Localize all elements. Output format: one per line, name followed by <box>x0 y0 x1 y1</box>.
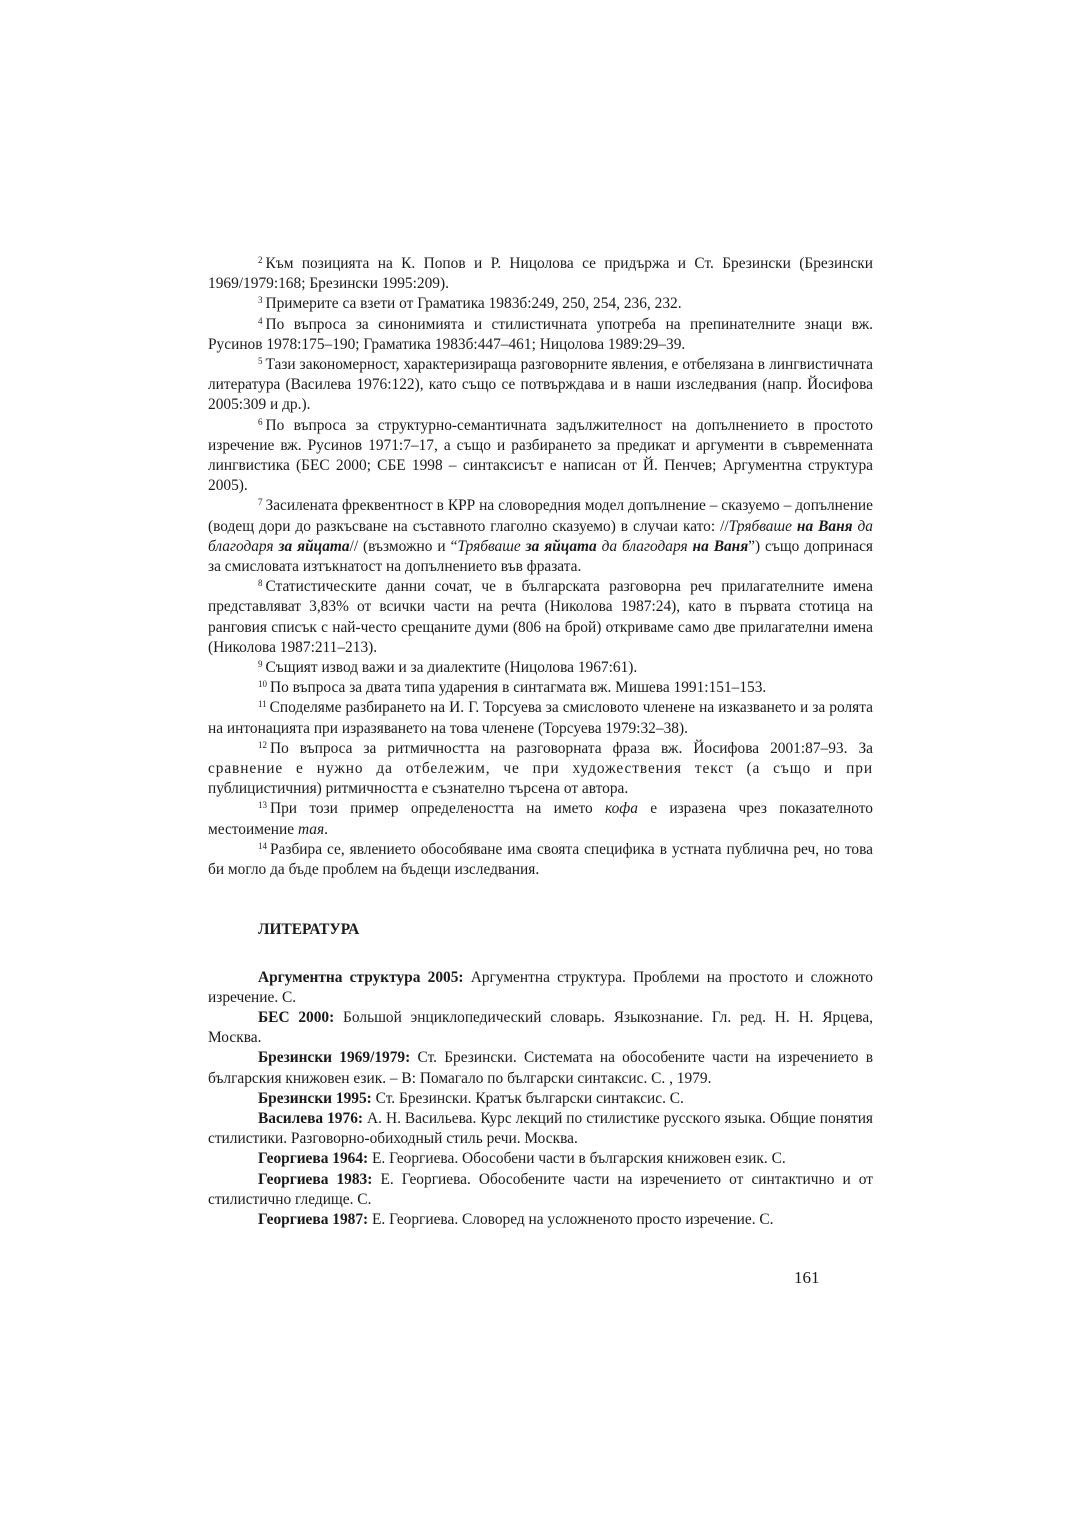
literature-entry <box>208 1210 873 1230</box>
footnote-11 <box>208 698 873 738</box>
reference-text: Ст. Брезински. Кратък български синтаксис. С. <box>371 1089 684 1107</box>
page-number: 161 <box>794 1268 820 1287</box>
reference-key: Георгиева 1964: <box>258 1150 369 1168</box>
footnote-text: Същият извод важи и за диалектите (Ницолова 1967:61). <box>265 659 638 677</box>
footnote-text: По въпроса за структурно-семантичната задължителност на допълнението в простото изречение вж. Русинов 1971:7–17, а също и разбирането за предикат и аргументи в съвременната лингвистика (БЕС 2000; СБЕ 1998 – синтаксисът е написан от Й. Пенчев; Аргументна структура 2005). <box>208 416 873 495</box>
footnote-number: 11 <box>258 699 267 710</box>
example-italic: Трябваше <box>457 537 526 555</box>
footnote-text: е изразена чрез показателното местоимение <box>208 800 873 838</box>
reference-key: БЕС 2000: <box>258 1008 335 1026</box>
footnote-number: 8 <box>258 578 263 589</box>
reference-key: Георгиева 1987: <box>258 1210 369 1228</box>
reference-key: Георгиева 1983: <box>258 1170 373 1188</box>
literature-entry <box>208 1008 873 1048</box>
footnote-text: По въпроса за ритмичността на разговорната фраза вж. Йосифова 2001:87–93. За <box>270 739 873 757</box>
footnote-number: 13 <box>258 800 267 811</box>
footnote-number: 4 <box>258 315 263 326</box>
example-bold-italic: на Ваня <box>796 517 853 535</box>
footnote-text: Тази закономерност, характеризираща разговорните явления, е отбелязана в лингвистичната литература (Василева 1976:122), като също се потвърждава и в наши изследвания (напр. Йосифова 2005:309 и др.). <box>208 356 873 414</box>
reference-text: Е. Георгиева. Обособени части в българския книжовен език. С. <box>368 1150 786 1168</box>
footnote-text: Към позицията на К. Попов и Р. Ницолова се придържа и Ст. Брезински (Брезински 1969/1979:168; Брезински 1995:209). <box>208 255 873 293</box>
footnote-7 <box>208 496 873 577</box>
footnote-9 <box>208 658 873 678</box>
footnote-number: 10 <box>258 679 267 690</box>
footnote-number: 3 <box>258 295 263 306</box>
footnote-14 <box>208 840 873 880</box>
reference-key: Аргументна структура 2005: <box>258 968 464 986</box>
reference-text: Ст. Брезински. Системата на обособените части на изречението в българския книжовен език. – В: Помагало по български синтаксис. С. , 1979. <box>208 1049 873 1087</box>
reference-text: Е. Георгиева. Обособените части на изречението от синтактично и от стилистично гледище. С. <box>208 1170 873 1208</box>
footnote-text: При този пример определеността на името <box>270 800 605 818</box>
example-italic: Трябваше <box>728 517 797 535</box>
footnote-4 <box>208 315 873 355</box>
footnote-text: Примерите са взети от Граматика 1983б:249, 250, 254, 236, 232. <box>265 295 682 313</box>
footnote-number: 7 <box>258 497 263 508</box>
footnote-number: 2 <box>258 255 263 265</box>
footnote-text: По въпроса за двата типа ударения в синтагмата вж. Мишева 1991:151–153. <box>270 679 767 697</box>
footnote-number: 9 <box>258 659 263 670</box>
reference-key: Василева 1976: <box>258 1109 364 1127</box>
footnote-6 <box>208 416 873 497</box>
footnote-text: Споделяме разбирането на И. Г. Торсуева за смисловото членене на изказването и за ролята на интонацията при изразяването на това членене (Торсуева 1979:32–38). <box>208 699 873 737</box>
footnote-number: 12 <box>258 739 267 750</box>
footnote-text: ”) също допринася за смисловата изтъкнатост на допълнението във фразата. <box>208 537 873 576</box>
footnote-text: Разбира се, явлението обособяване има своята специфика в устната публична реч, но това би могло да бъде проблем на бъдещи изследвания. <box>208 840 873 879</box>
example-italic: да благодаря <box>596 537 693 555</box>
example-italic: тая <box>297 820 325 838</box>
literature-entry <box>208 968 873 1008</box>
footnote-number: 6 <box>258 416 263 427</box>
literature-entry <box>208 1048 873 1088</box>
footnote-number: 14 <box>258 840 267 851</box>
footnote-text: // (възможно и “ <box>349 537 458 555</box>
footnote-text: По въпроса за синонимията и стилистичната употреба на препинателните знаци вж. Русинов 1978:175–190; Граматика 1983б:447–461; Ницолова 1989:29–39. <box>208 315 873 353</box>
literature-entry <box>208 1170 873 1210</box>
footnotes <box>208 254 873 880</box>
reference-text: Аргументна структура. Проблеми на простото и сложното изречение. С. <box>208 968 873 1006</box>
example-bold-italic: за яйцата <box>278 537 350 555</box>
footnote-5 <box>208 355 873 416</box>
footnote-text: Засилената фреквентност в КРР на словоредния модел допълнение – сказуемо – допълнение (водещ дори до разкъсване на съставното глаголно сказуемо) в случаи като: // <box>208 497 873 535</box>
footnote-number: 5 <box>258 356 263 367</box>
footnote-12 <box>208 739 873 800</box>
footnote-text: . <box>324 820 328 838</box>
reference-text: А. Н. Васильева. Курс лекций по стилистике русского языка. Общие понятия стилистики. Разговорно-обиходный стиль речи. Москва. <box>208 1109 874 1148</box>
reference-key: Брезински 1969/1979: <box>258 1049 411 1067</box>
footnote-2 <box>208 254 873 294</box>
footnote-text: Статистическите данни сочат, че в българската разговорна реч прилагателните имена представляват 3,83% от всички части на речта (Николова 1987:24), като в първата стотица на ранговия списък с най-често срещаните думи (806 на брой) откриваме само две прилагателни имена (Николова 1987:211–213). <box>208 578 873 656</box>
footnote-10 <box>208 678 873 698</box>
example-italic: да благодаря <box>208 517 873 555</box>
literature-list <box>208 968 873 1231</box>
literature-entry <box>208 1089 873 1109</box>
reference-text: Е. Георгиева. Словоред на усложненото просто изречение. С. <box>368 1210 774 1228</box>
footnote-text: сравнение е нужно да отбележим, че при художествения текст (а също и при <box>208 760 873 778</box>
example-italic: кофа <box>604 800 638 818</box>
footnote-text: публицистичния) ритмичността е съзнателно търсена от автора. <box>208 780 629 798</box>
footnote-3 <box>208 294 873 314</box>
literature-entry <box>208 1149 873 1169</box>
reference-text: Большой энциклопедический словарь. Языкознание. Гл. ред. Н. Н. Ярцева, Москва. <box>208 1008 874 1047</box>
footnote-8 <box>208 577 873 658</box>
literature-heading: ЛИТЕРАТУРА <box>258 921 360 939</box>
footnote-13 <box>208 799 873 839</box>
example-bold-italic: за яйцата <box>525 537 597 555</box>
reference-key: Брезински 1995: <box>258 1089 372 1107</box>
example-bold-italic: на Ваня <box>692 537 749 555</box>
page-content <box>208 254 873 1230</box>
literature-entry <box>208 1109 873 1149</box>
